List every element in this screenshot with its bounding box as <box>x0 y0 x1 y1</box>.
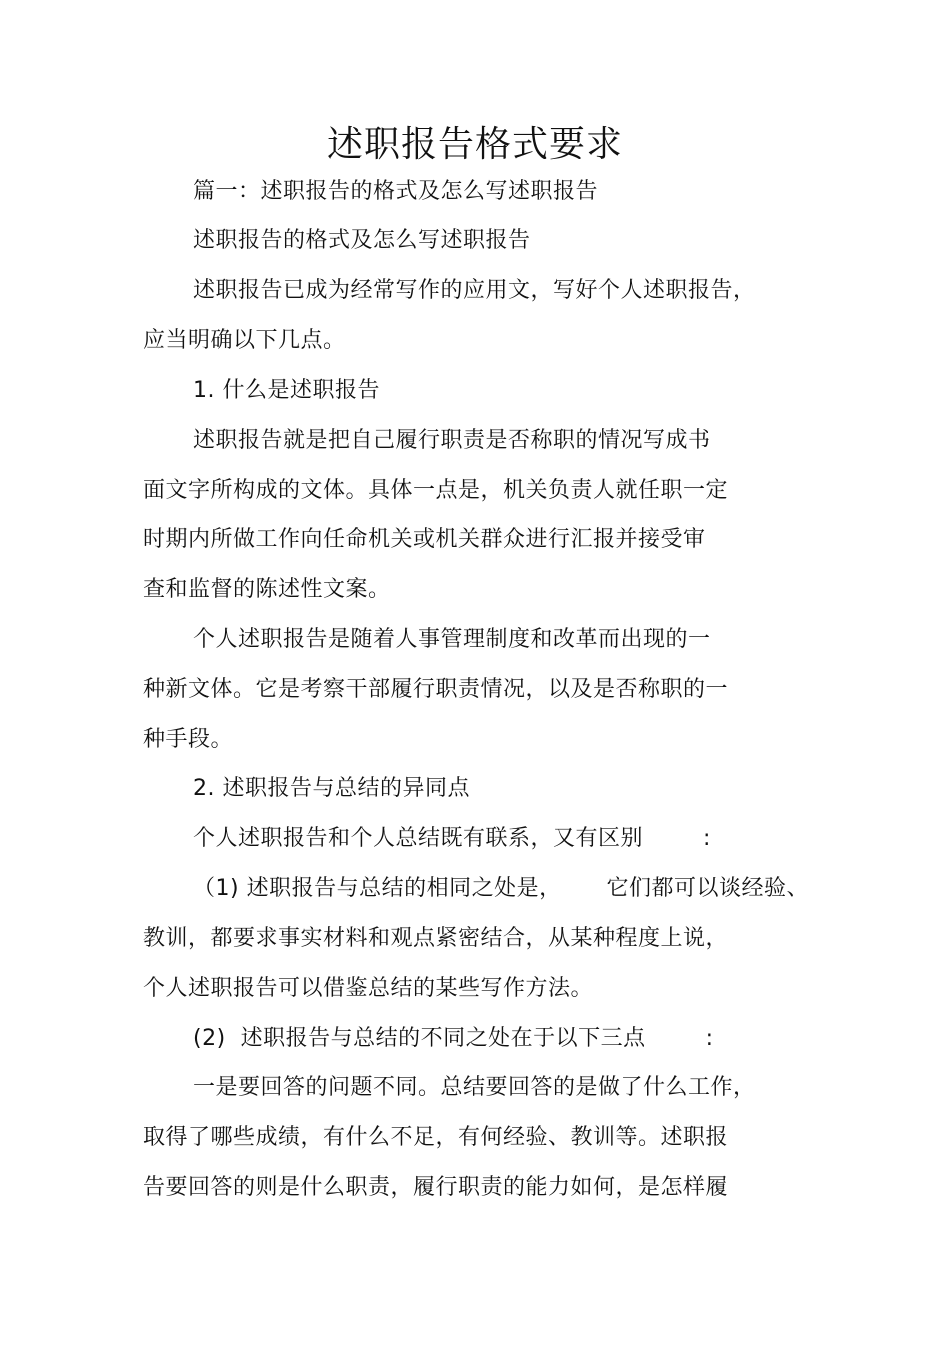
text-line: 个人述职报告可以借鉴总结的某些写作方法。 <box>143 976 594 1001</box>
document-title: 述职报告格式要求 <box>326 124 623 165</box>
text-line: 2. 述职报告与总结的异同点 <box>193 776 470 801</box>
text-line: 应当明确以下几点。 <box>143 328 346 353</box>
text-line: 个人述职报告是随着人事管理制度和改革而出现的一 <box>193 627 711 652</box>
text-line: （1) 述职报告与总结的相同之处是， 它们都可以谈经验、 <box>193 876 810 901</box>
text-line: 述职报告的格式及怎么写述职报告 <box>193 228 531 253</box>
text-line: 一是要回答的问题不同。总结要回答的是做了什么工作， <box>193 1075 756 1100</box>
text-line: 告要回答的则是什么职责，履行职责的能力如何，是怎样履 <box>143 1175 729 1200</box>
text-line: 教训，都要求事实材料和观点紧密结合，从某种程度上说， <box>143 926 729 951</box>
text-line: 述职报告已成为经常写作的应用文，写好个人述职报告， <box>193 278 756 303</box>
text-line: 1. 什么是述职报告 <box>193 378 380 403</box>
text-line: 个人述职报告和个人总结既有联系，又有区别 : <box>193 826 711 851</box>
text-line: 述职报告就是把自己履行职责是否称职的情况写成书 <box>193 428 711 453</box>
text-line: 面文字所构成的文体。具体一点是，机关负责人就任职一定 <box>143 478 729 503</box>
text-line: 取得了哪些成绩，有什么不足，有何经验、教训等。述职报 <box>143 1125 729 1150</box>
text-line: (2) 述职报告与总结的不同之处在于以下三点 : <box>193 1026 714 1051</box>
text-line: 篇一：述职报告的格式及怎么写述职报告 <box>193 179 599 204</box>
text-line: 种手段。 <box>143 727 234 752</box>
text-line: 时期内所做工作向任命机关或机关群众进行汇报并接受审 <box>143 527 706 552</box>
text-line: 查和监督的陈述性文案。 <box>143 577 391 602</box>
text-line: 种新文体。它是考察干部履行职责情况，以及是否称职的一 <box>143 677 729 702</box>
